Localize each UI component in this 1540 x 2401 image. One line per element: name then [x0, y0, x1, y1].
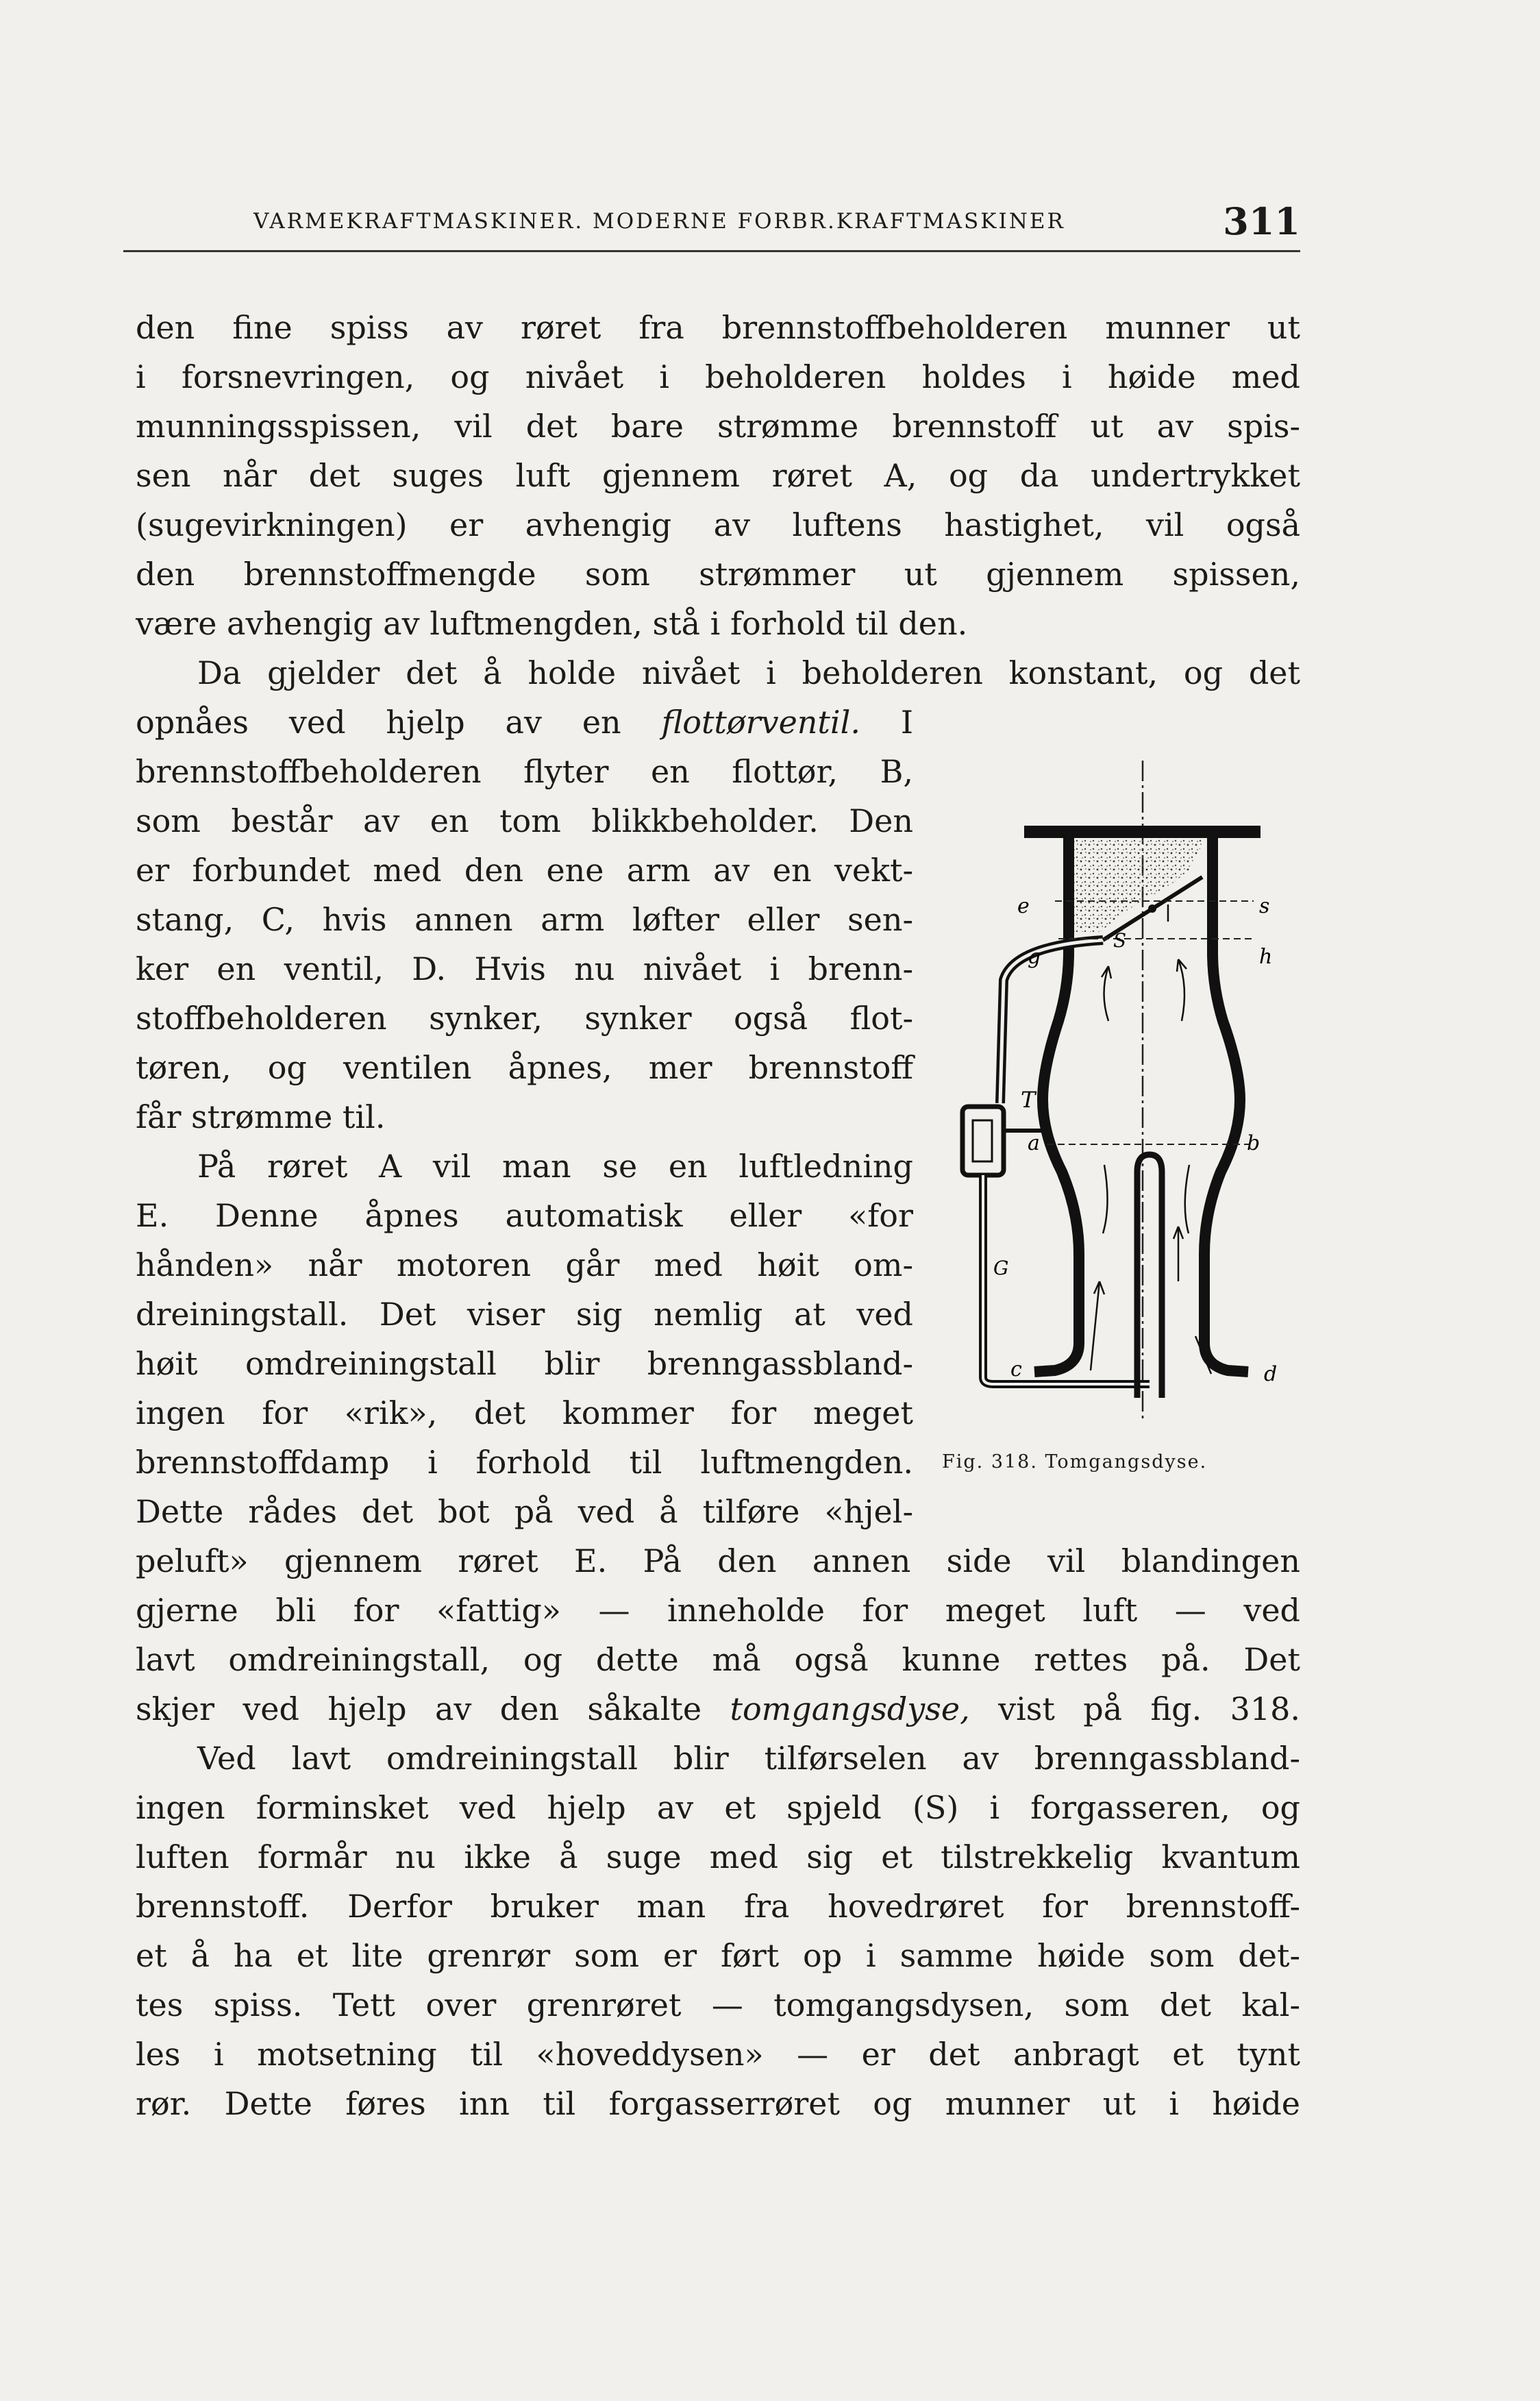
label-T: T: [1021, 1087, 1036, 1113]
running-title: VARMEKRAFTMASKINER. MODERNE FORBR.KRAFTMASKINER: [253, 209, 1065, 234]
text-line: dreiningstall. Det viser sig nemlig at ved: [136, 1296, 913, 1333]
text-line: Dette rådes det bot på ved å tilføre «hjel-: [136, 1493, 913, 1530]
flow-arrow: [1091, 1281, 1100, 1370]
label-s-upper: S: [1113, 929, 1127, 952]
text-line: ingen for «rik», det kommer for meget: [136, 1394, 913, 1431]
throttle-pivot: [1148, 904, 1156, 913]
text-line: gjerne bli for «fattig» — inneholde for meget luft — ved: [136, 1592, 1300, 1629]
text-line: som består av en tom blikkbeholder. Den: [136, 802, 913, 839]
text-line: være avhengig av luftmengden, stå i forhold til den.: [136, 605, 968, 642]
label-a: a: [1028, 1131, 1040, 1155]
figure-318: [932, 761, 1302, 1418]
text-line: er forbundet med den ene arm av en vekt-: [136, 852, 913, 889]
main-jet-tube: [1137, 1155, 1162, 1398]
text-line: ker en ventil, D. Hvis nu nivået i brenn-: [136, 950, 913, 987]
text-line: tes spiss. Tett over grenrøret — tomgangsdysen, som det kal-: [136, 1986, 1300, 2023]
text-line: ingen forminsket ved hjelp av et spjeld (S) i forgasseren, og: [136, 1789, 1300, 1826]
text-line: [136, 704, 914, 741]
text-run: I: [900, 704, 914, 741]
label-G: G: [993, 1257, 1009, 1279]
text-line: Da gjelder det å holde nivået i beholderen konstant, og det: [197, 654, 1300, 691]
text-line: brennstoff. Derfor bruker man fra hovedrøret for brennstoff-: [136, 1888, 1300, 1925]
text-line: stoffbeholderen synker, synker også flot-: [136, 1000, 913, 1037]
label-s-right: s: [1259, 894, 1270, 918]
top-flange: [1024, 826, 1260, 838]
text-run: skjer ved hjelp av den såkalte: [136, 1690, 702, 1727]
text-line: munningsspissen, vil det bare strømme brennstoff ut av spis-: [136, 408, 1300, 445]
text-run: opnåes ved hjelp av en: [136, 704, 621, 741]
text-line: den fine spiss av røret fra brennstoffbeholderen munner ut: [136, 309, 1300, 346]
text-line: i forsnevringen, og nivået i beholderen holdes i høide med: [136, 358, 1300, 395]
tomgangsdyse-diagram: [932, 761, 1302, 1418]
text-run: vist på fig. 318.: [998, 1690, 1301, 1727]
flow-arrow: [1178, 959, 1184, 1021]
idle-tube-bore: [1000, 940, 1103, 1103]
flow-arrow: [1103, 1165, 1108, 1233]
label-h: h: [1259, 945, 1273, 969]
fuel-line-g-bore: [983, 1175, 1150, 1384]
term-flottorventil: flottørventil.: [661, 704, 860, 741]
label-e: e: [1017, 894, 1030, 918]
label-g: g: [1028, 945, 1041, 969]
text-line: peluft» gjennem røret E. På den annen side vil blandingen: [136, 1542, 1300, 1579]
text-line: lavt omdreiningstall, og dette må også kunne rettes på. Det: [136, 1641, 1300, 1678]
text-line: hånden» når motoren går med høit om-: [136, 1246, 913, 1283]
text-line: luften formår nu ikke å suge med sig et tilstrekkelig kvantum: [136, 1838, 1300, 1875]
text-line: et å ha et lite grenrør som er ført op i samme høide som det-: [136, 1937, 1300, 1974]
label-d: d: [1264, 1362, 1278, 1386]
page-number: 311: [1223, 199, 1300, 243]
text-line: tøren, og ventilen åpnes, mer brennstoff: [136, 1049, 913, 1086]
text-line: [136, 1690, 1301, 1727]
venturi-right-wall: [1204, 838, 1248, 1372]
venturi-left-wall: [1034, 838, 1079, 1372]
idle-chamber-inner: [973, 1120, 992, 1161]
label-c: c: [1010, 1357, 1022, 1381]
text-line: rør. Dette føres inn til forgasserrøret og munner ut i høide: [136, 2085, 1300, 2122]
text-line: den brennstoffmengde som strømmer ut gjennem spissen,: [136, 556, 1300, 593]
text-line: E. Denne åpnes automatisk eller «for: [136, 1197, 913, 1234]
text-line: På røret A vil man se en luftledning: [197, 1148, 913, 1185]
fuel-line-g: [983, 1175, 1150, 1384]
label-b: b: [1247, 1131, 1260, 1155]
text-line: Ved lavt omdreiningstall blir tilførselen av brenngassbland-: [197, 1740, 1300, 1777]
text-line: les i motsetning til «hoveddysen» — er det anbragt et tynt: [136, 2036, 1300, 2073]
running-head: [123, 195, 1300, 252]
term-tomgangsdyse: tomgangsdyse,: [730, 1690, 970, 1727]
flow-arrow: [1104, 966, 1109, 1021]
text-line: høit omdreiningstall blir brenngassbland-: [136, 1345, 913, 1382]
text-line: stang, C, hvis annen arm løfter eller sen-: [136, 901, 913, 938]
text-line: sen når det suges luft gjennem røret A, og da undertrykket: [136, 457, 1300, 494]
text-line: får strømme til.: [136, 1098, 386, 1135]
text-line: (sugevirkningen) er avhengig av luftens hastighet, vil også: [136, 506, 1300, 543]
idle-chamber: [962, 1107, 1004, 1175]
figure-caption: Fig. 318. Tomgangsdyse.: [942, 1451, 1208, 1473]
text-line: brennstoffbeholderen flyter en flottør, B,: [136, 753, 913, 790]
text-line: brennstoffdamp i forhold til luftmengden.: [136, 1444, 913, 1481]
flow-arrow: [1185, 1165, 1189, 1233]
